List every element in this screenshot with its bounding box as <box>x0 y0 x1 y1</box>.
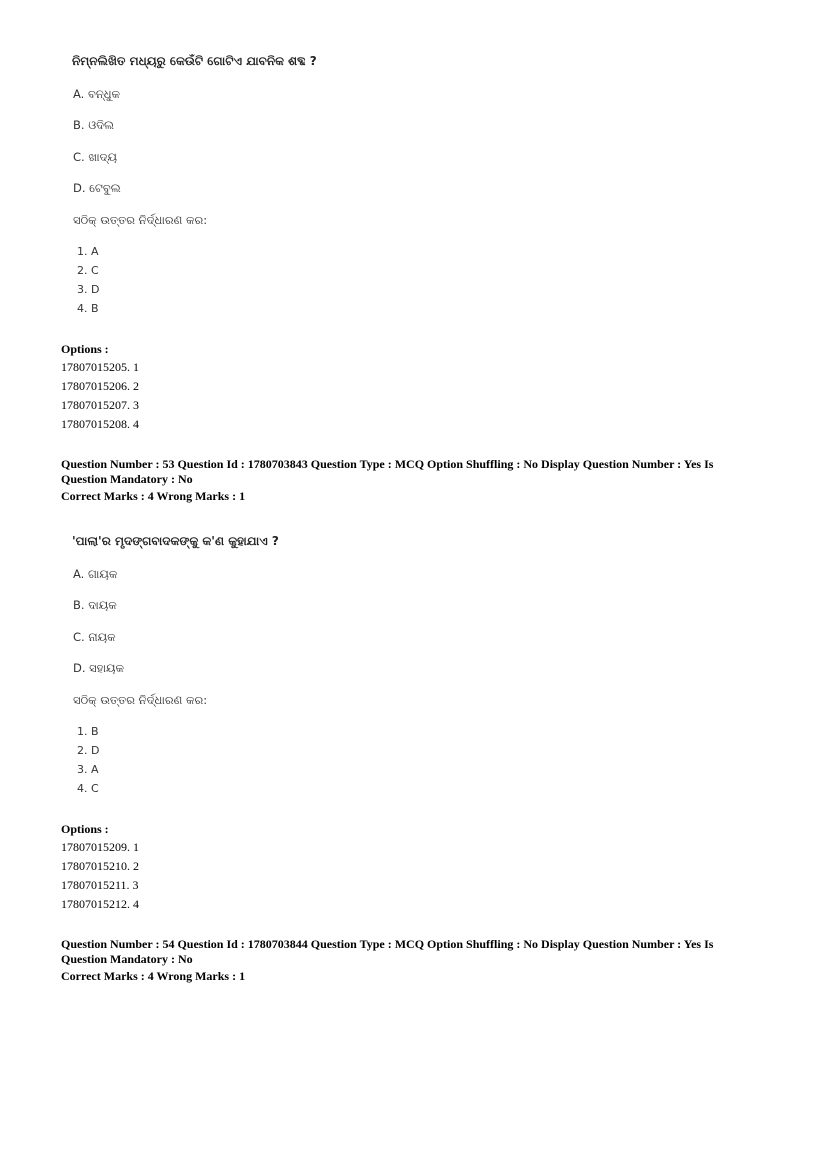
answer-choice: 3. A <box>77 763 99 776</box>
option-id: 17807015205. 1 <box>61 360 139 374</box>
question-mandatory: Question Mandatory : No <box>61 472 193 486</box>
question-marks: Correct Marks : 4 Wrong Marks : 1 <box>61 969 246 983</box>
question-meta: Question Number : 53 Question Id : 1780703843 Question Type : MCQ Option Shuffling : No Display Question Number : Yes Is <box>61 457 714 471</box>
answer-choice: 4. C <box>77 782 99 795</box>
option-id: 17807015207. 3 <box>61 398 139 412</box>
answer-instruction: ସଠିକ୍ ଉତ୍ତର ନିର୍ଦ୍ଧାରଣ କର: <box>73 693 208 707</box>
option-id: 17807015206. 2 <box>61 379 139 393</box>
option-id: 17807015208. 4 <box>61 417 139 431</box>
option-a: A. ଗାୟକ <box>73 567 118 581</box>
option-b: B. ଦାୟକ <box>73 598 117 612</box>
option-d: D. ସହାୟକ <box>73 661 124 675</box>
answer-instruction: ସଠିକ୍ ଉତ୍ତର ନିର୍ଦ୍ଧାରଣ କର: <box>73 213 208 227</box>
option-c: C. ନାୟକ <box>73 630 116 644</box>
answer-choice: 2. D <box>77 744 100 757</box>
question-meta: Question Number : 54 Question Id : 1780703844 Question Type : MCQ Option Shuffling : No Display Question Number : Yes Is <box>61 937 714 951</box>
option-id: 17807015212. 4 <box>61 897 139 911</box>
answer-choice: 1. A <box>77 245 99 258</box>
question-text: ନିମ୍ନଲିଖିତ ମଧ୍ୟରୁ କେଉଁଟି ଗୋଟିଏ ଯାବନିକ ଶବ୍ଦ ? <box>72 54 317 68</box>
answer-choice: 4. B <box>77 302 99 315</box>
question-mandatory: Question Mandatory : No <box>61 952 193 966</box>
answer-choice: 3. D <box>77 283 100 296</box>
option-d: D. ଟେବୁଲ <box>73 181 121 195</box>
option-id: 17807015211. 3 <box>61 878 139 892</box>
option-id: 17807015210. 2 <box>61 859 139 873</box>
option-c: C. ଖାଦ୍ୟ <box>73 150 117 164</box>
option-a: A. ବନ୍ଧୁକ <box>73 87 121 101</box>
answer-choice: 2. C <box>77 264 99 277</box>
options-heading: Options : <box>61 822 109 836</box>
question-marks: Correct Marks : 4 Wrong Marks : 1 <box>61 489 246 503</box>
question-text: 'ପାଲା'ର ମୃଦଙ୍ଗବାଦକଙ୍କୁ କ'ଣ କୁହାଯାଏ ? <box>72 534 279 548</box>
answer-choice: 1. B <box>77 725 99 738</box>
option-id: 17807015209. 1 <box>61 840 139 854</box>
option-b: B. ଓଦିଲ <box>73 118 115 132</box>
options-heading: Options : <box>61 342 109 356</box>
